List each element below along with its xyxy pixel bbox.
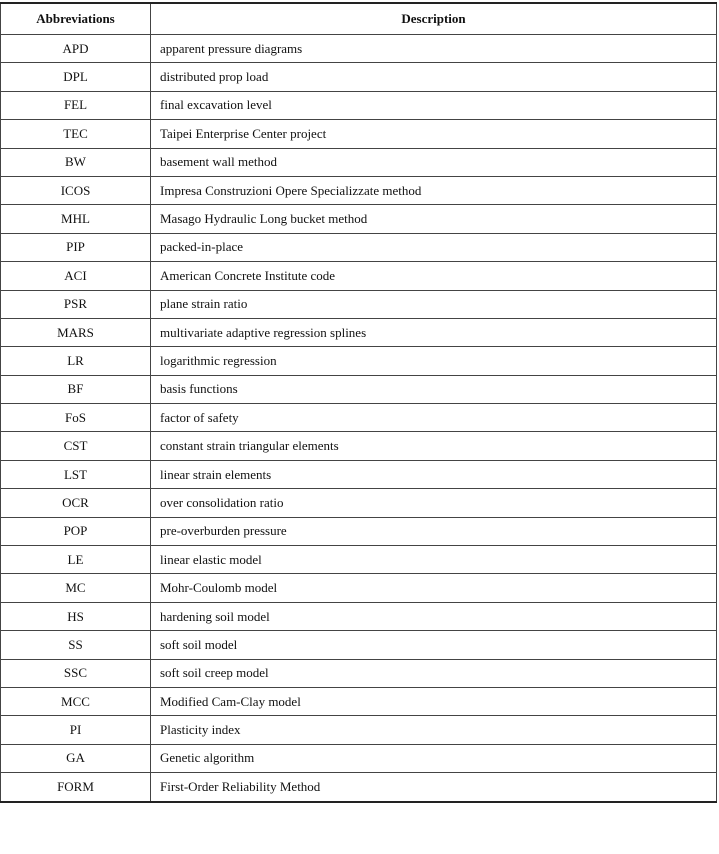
abbreviations-table-container (0, 2, 716, 803)
abbreviation-cell: ACI (1, 262, 151, 290)
table-row (1, 233, 717, 261)
description-cell: linear strain elements (151, 460, 717, 488)
abbreviation-cell: DPL (1, 63, 151, 91)
description-cell: Genetic algorithm (151, 744, 717, 772)
table-row (1, 63, 717, 91)
abbreviation-cell: CST (1, 432, 151, 460)
description-cell: distributed prop load (151, 63, 717, 91)
table-row (1, 659, 717, 687)
abbreviation-cell: SS (1, 631, 151, 659)
description-cell: Masago Hydraulic Long bucket method (151, 205, 717, 233)
abbreviation-cell: ICOS (1, 176, 151, 204)
abbreviation-cell: MC (1, 574, 151, 602)
abbreviation-cell: MCC (1, 687, 151, 715)
table-row (1, 404, 717, 432)
table-row (1, 290, 717, 318)
table-row (1, 744, 717, 772)
table-row (1, 148, 717, 176)
description-cell: logarithmic regression (151, 347, 717, 375)
table-row (1, 460, 717, 488)
description-cell: apparent pressure diagrams (151, 35, 717, 63)
table-row (1, 205, 717, 233)
abbreviation-cell: PIP (1, 233, 151, 261)
abbreviation-cell: PSR (1, 290, 151, 318)
abbreviation-cell: FoS (1, 404, 151, 432)
description-cell: soft soil model (151, 631, 717, 659)
abbreviation-cell: FEL (1, 91, 151, 119)
table-row (1, 91, 717, 119)
table-body (1, 35, 717, 802)
table-row (1, 574, 717, 602)
description-cell: basis functions (151, 375, 717, 403)
table-row (1, 318, 717, 346)
abbreviations-table (0, 2, 717, 803)
table-row (1, 432, 717, 460)
description-cell: packed-in-place (151, 233, 717, 261)
table-row (1, 489, 717, 517)
description-cell: factor of safety (151, 404, 717, 432)
abbreviation-cell: LR (1, 347, 151, 375)
description-cell: linear elastic model (151, 546, 717, 574)
abbreviation-cell: LE (1, 546, 151, 574)
description-cell: final excavation level (151, 91, 717, 119)
abbreviation-cell: APD (1, 35, 151, 63)
abbreviation-cell: OCR (1, 489, 151, 517)
description-cell: constant strain triangular elements (151, 432, 717, 460)
table-row (1, 35, 717, 63)
table-row (1, 546, 717, 574)
table-row (1, 716, 717, 744)
description-cell: soft soil creep model (151, 659, 717, 687)
table-row (1, 262, 717, 290)
table-row (1, 687, 717, 715)
abbreviation-cell: BW (1, 148, 151, 176)
abbreviation-cell: HS (1, 602, 151, 630)
table-row (1, 347, 717, 375)
abbreviation-cell: GA (1, 744, 151, 772)
header-row (1, 3, 717, 35)
description-cell: multivariate adaptive regression splines (151, 318, 717, 346)
description-cell: hardening soil model (151, 602, 717, 630)
table-row (1, 120, 717, 148)
abbreviation-cell: TEC (1, 120, 151, 148)
abbreviation-cell: PI (1, 716, 151, 744)
description-cell: Taipei Enterprise Center project (151, 120, 717, 148)
table-row (1, 375, 717, 403)
table-header (1, 3, 717, 35)
header-description: Description (151, 3, 717, 35)
description-cell: basement wall method (151, 148, 717, 176)
abbreviation-cell: MARS (1, 318, 151, 346)
table-row (1, 631, 717, 659)
description-cell: Impresa Construzioni Opere Specializzate method (151, 176, 717, 204)
table-row (1, 773, 717, 802)
description-cell: pre-overburden pressure (151, 517, 717, 545)
abbreviation-cell: SSC (1, 659, 151, 687)
description-cell: Modified Cam-Clay model (151, 687, 717, 715)
table-row (1, 176, 717, 204)
abbreviation-cell: LST (1, 460, 151, 488)
description-cell: Plasticity index (151, 716, 717, 744)
header-abbreviations: Abbreviations (1, 3, 151, 35)
abbreviation-cell: POP (1, 517, 151, 545)
description-cell: Mohr-Coulomb model (151, 574, 717, 602)
description-cell: American Concrete Institute code (151, 262, 717, 290)
table-row (1, 602, 717, 630)
abbreviation-cell: BF (1, 375, 151, 403)
description-cell: over consolidation ratio (151, 489, 717, 517)
abbreviation-cell: MHL (1, 205, 151, 233)
abbreviation-cell: FORM (1, 773, 151, 802)
description-cell: plane strain ratio (151, 290, 717, 318)
table-row (1, 517, 717, 545)
description-cell: First-Order Reliability Method (151, 773, 717, 802)
